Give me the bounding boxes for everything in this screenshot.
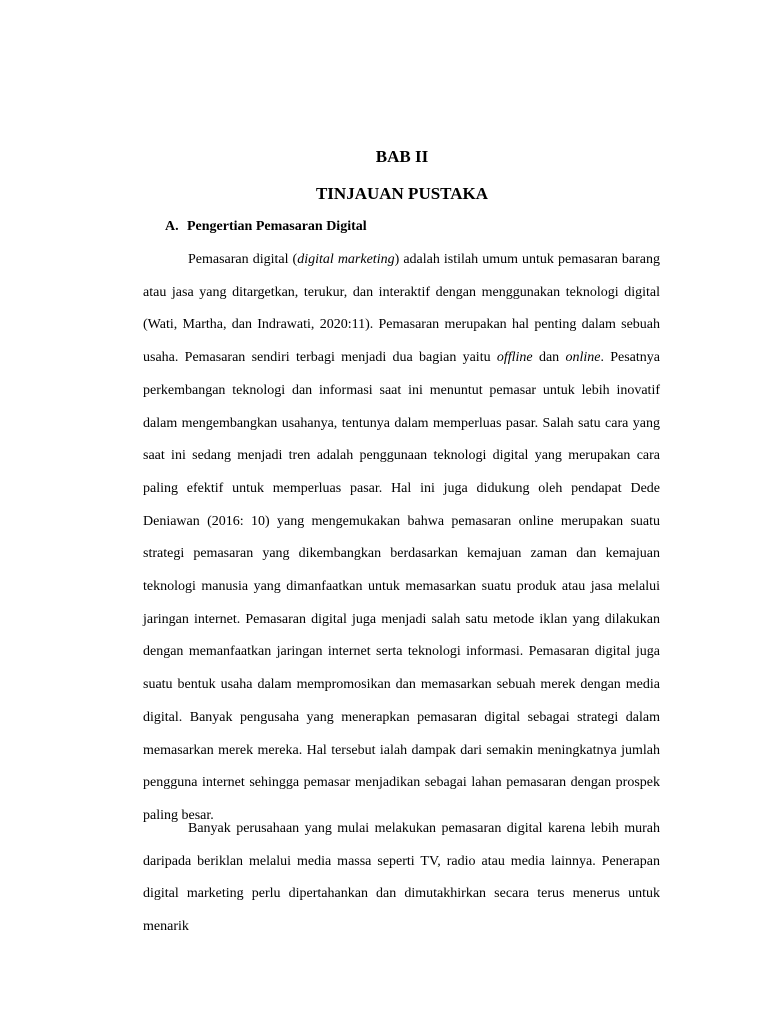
section-heading	[165, 219, 367, 235]
term-digital-marketing: digital marketing	[297, 252, 395, 267]
paragraph-1-text-c: dan	[532, 350, 566, 366]
chapter-number: BAB II	[375, 147, 429, 166]
term-online: online	[565, 350, 601, 366]
term-offline: offline	[496, 350, 533, 366]
paragraph-1-text-a: Pemasaran digital (	[188, 252, 298, 267]
paragraph-1	[143, 244, 660, 833]
section-marker: A.	[165, 219, 179, 234]
paragraph-1-text-d: . Pesatnya perkembangan teknologi dan informasi saat ini menuntut pemasar untuk lebih inovatif dalam mengembangkan usahanya, tentunya dalam memperluas pasar. Salah satu cara yang saat ini sedang menjadi tren adalah penggunaan teknologi digital yang merupakan cara paling efektif untuk memperluas pasar. Hal ini juga didukung oleh pendapat Dede Deniawan (2016: 10) yang mengemukakan bahwa pemasaran online merupakan suatu strategi pemasaran yang dikembangkan berdasarkan kemajuan zaman dan kemajuan teknologi manusia yang dimanfaatkan untuk memasarkan suatu produk atau jasa melalui jaringan internet. Pemasaran digital juga menjadi salah satu metode iklan yang dilakukan dengan memanfaatkan jaringan internet serta teknologi informasi. Pemasaran digital juga suatu bentuk usaha dalam mempromosikan dan memasarkan sebuah merek dengan media digital. Banyak pengusaha yang menerapkan pemasaran digital sebagai strategi dalam memasarkan merek mereka. Hal tersebut ialah dampak dari semakin meningkatnya jumlah pengguna internet sehingga pemasar menjadikan sebagai lahan pemasaran dengan prospek paling besar.	[143, 350, 660, 823]
chapter-title: TINJAUAN PUSTAKA	[315, 184, 489, 203]
paragraph-2: Banyak perusahaan yang mulai melakukan pemasaran digital karena lebih murah daripada beriklan melalui media massa seperti TV, radio atau media lainnya. Penerapan digital marketing perlu dipertahankan dan dimutakhirkan secara terus menerus untuk menarik	[143, 821, 660, 935]
paragraph-1-text-b: ) adalah istilah umum untuk pemasaran barang atau jasa yang ditargetkan, terukur, dan interaktif dengan menggunakan teknologi digital (Wati, Martha, dan Indrawati, 2020:11). Pemasaran merupakan hal penting dalam sebuah usaha. Pemasaran sendiri terbagi menjadi dua bagian yaitu	[143, 252, 660, 366]
section-title: Pengertian Pemasaran Digital	[187, 219, 367, 234]
